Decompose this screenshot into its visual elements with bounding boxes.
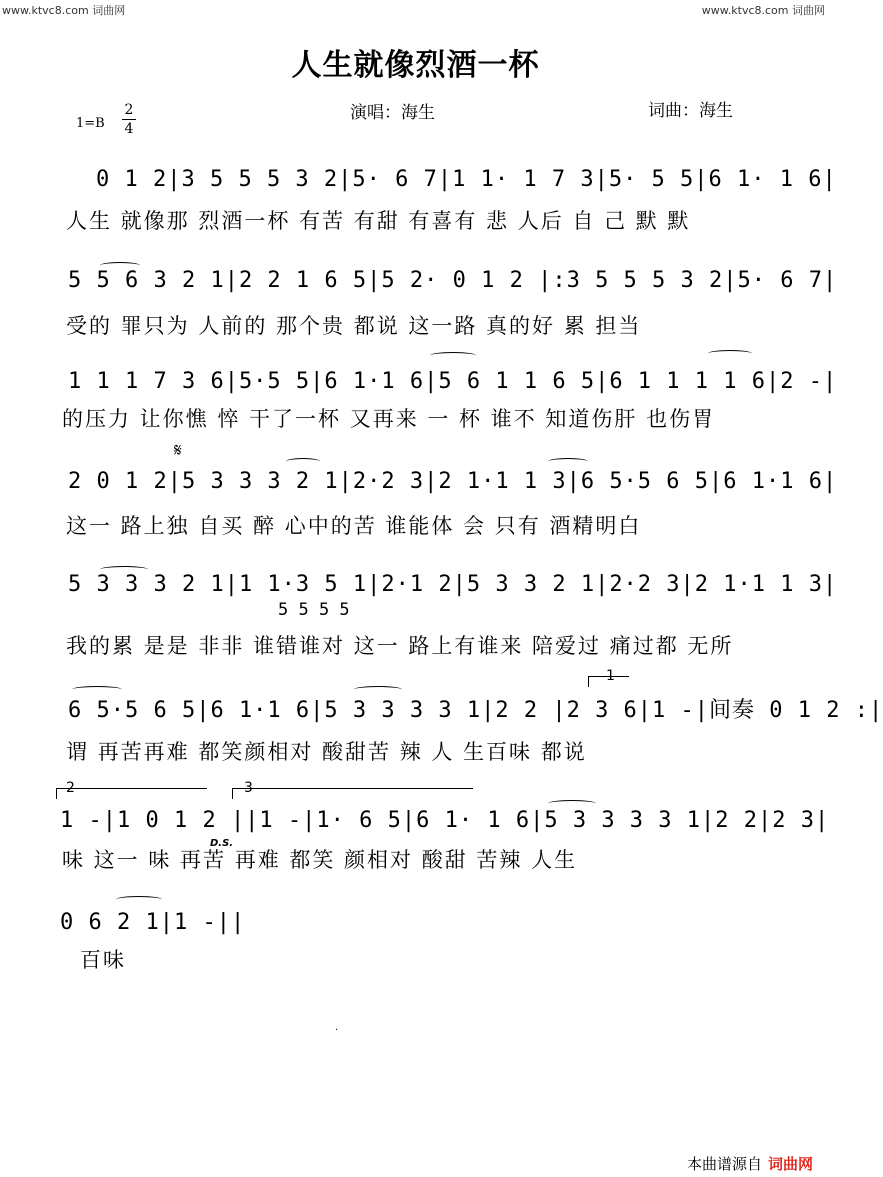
volta-number-2: 2 <box>66 780 75 796</box>
meter-divider <box>122 119 136 120</box>
page-speck: . <box>335 1022 339 1033</box>
site-url-left: www.ktvc8.com 词曲网 <box>2 4 126 17</box>
ds-mark: D.S. <box>210 838 234 849</box>
key-signature: 1=B <box>76 116 105 131</box>
slur <box>286 458 320 465</box>
meter-top: 2 <box>124 102 134 118</box>
volta-number-1: 1 <box>606 668 615 684</box>
slur <box>430 352 476 359</box>
slur <box>116 896 162 903</box>
site-url-right: www.ktvc8.com 词曲网 <box>701 4 825 17</box>
lyrics-row-5: 我的累 是是 非非 谁错谁对 这一 路上有谁来 陪爱过 痛过都 无所 <box>66 634 734 658</box>
composer-credit: 词曲：海生 <box>648 101 733 121</box>
source-footer <box>687 1153 813 1174</box>
lyrics-row-7: 味 这一 味 再苦 再难 都笑 颜相对 酸甜 苦辣 人生 <box>62 848 578 872</box>
slur <box>72 686 122 693</box>
segno-mark: 𝄋 <box>174 440 182 461</box>
singer-credit: 演唱：海生 <box>350 103 435 123</box>
volta-number-3: 3 <box>244 780 253 796</box>
volta-bracket-3 <box>232 788 473 799</box>
slur <box>548 458 588 465</box>
time-signature <box>122 102 136 137</box>
volta-bracket-2 <box>56 788 207 799</box>
notation-row-2: 5 5 6 3 2 1|2 2 1 6 5|5 2· 0 1 2 |:3 5 5 5 3 2|5· 6 7| <box>68 268 838 293</box>
song-title: 人生就像烈酒一杯 <box>291 48 540 83</box>
notation-row-5: 5 3 3 3 2 1|1 1·3 5 1|2·1 2|5 3 3 2 1|2·2 3|2 1·1 1 3| <box>68 572 838 597</box>
notation-row-4: 2 0 1 2|5 3 3 3 2 1|2·2 3|2 1·1 1 3|6 5·5 6 5|6 1·1 6| <box>68 469 838 494</box>
slur <box>708 350 752 357</box>
lyrics-row-3: 的压力 让你憔 悴 干了一杯 又再来 一 杯 谁不 知道伤肝 也伤胃 <box>62 407 716 431</box>
source-text: 本曲谱源自 <box>686 1155 762 1173</box>
lyrics-row-1: 人生 就像那 烈酒一杯 有苦 有甜 有喜有 悲 人后 自 己 默 默 <box>66 209 691 233</box>
lyrics-row-2: 受的 罪只为 人前的 那个贵 都说 这一路 真的好 累 担当 <box>66 314 642 338</box>
notation-row-3: 1 1 1 7 3 6|5·5 5|6 1·1 6|5 6 1 1 6 5|6 1 1 1 1 6|2 -| <box>68 369 838 394</box>
meter-bottom: 4 <box>124 121 134 137</box>
notation-row-6: 6 5·5 6 5|6 1·1 6|5 3 3 3 3 1|2 2 |2 3 6|1 -|间奏 0 1 2 :| <box>68 698 883 723</box>
lyrics-row-6: 谓 再苦再难 都笑颜相对 酸甜苦 辣 人 生百味 都说 <box>66 740 587 764</box>
notation-row-8: 0 6 2 1|1 -|| <box>60 910 246 935</box>
slur <box>354 686 402 693</box>
lyrics-row-8: 百味 <box>80 948 126 972</box>
lyrics-row-4: 这一 路上独 自买 醉 心中的苦 谁能体 会 只有 酒精明白 <box>66 514 642 538</box>
notation-row-7: 1 -|1 0 1 2 ||1 -|1· 6 5|6 1· 1 6|5 3 3 3 3 1|2 2|2 3| <box>60 808 830 833</box>
harmony-notes: 5 5 5 5 <box>278 600 350 620</box>
brand-logo-text[interactable]: 词曲网 <box>767 1155 813 1173</box>
notation-row-1: 0 1 2|3 5 5 5 3 2|5· 6 7|1 1· 1 7 3|5· 5 5|6 1· 1 6| <box>96 167 837 192</box>
